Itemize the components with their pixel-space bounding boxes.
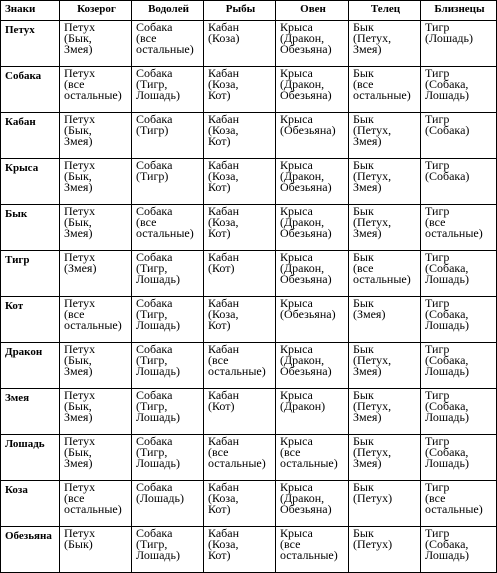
- table-cell: Собака (Тигр, Лошадь): [132, 343, 204, 389]
- table-cell: Тигр (Собака, Лошадь): [421, 251, 497, 297]
- table-cell: Петух (Бык, Змея): [60, 113, 132, 159]
- table-cell: Крыса (Дракон, Обезьяна): [276, 21, 349, 67]
- table-row: [1, 67, 497, 113]
- table-cell: Кабан (все остальные): [204, 435, 276, 481]
- row-sign-label: Дракон: [1, 343, 60, 389]
- header-taurus: Телец: [349, 1, 421, 21]
- table-row: [1, 113, 497, 159]
- row-sign-label: Собака: [1, 67, 60, 113]
- table-cell: Кабан (Коза): [204, 21, 276, 67]
- table-cell: Тигр (Собака, Лошадь): [421, 527, 497, 573]
- table-cell: Собака (Лошадь): [132, 481, 204, 527]
- table-cell: Крыса (Обезьяна): [276, 297, 349, 343]
- table-cell: Бык (все остальные): [349, 251, 421, 297]
- table-cell: Бык (Петух, Змея): [349, 21, 421, 67]
- table-row: [1, 297, 497, 343]
- header-signs: Знаки: [1, 1, 60, 21]
- table-cell: Петух (Бык, Змея): [60, 205, 132, 251]
- table-cell: Бык (Петух): [349, 527, 421, 573]
- table-cell: Бык (Петух, Змея): [349, 389, 421, 435]
- table-cell: Кабан (Коза, Кот): [204, 67, 276, 113]
- table-cell: Петух (Бык, Змея): [60, 159, 132, 205]
- table-cell: Петух (Бык, Змея): [60, 435, 132, 481]
- table-cell: Бык (Петух, Змея): [349, 205, 421, 251]
- table-cell: Бык (Петух, Змея): [349, 435, 421, 481]
- table-cell: Бык (Петух, Змея): [349, 159, 421, 205]
- table-cell: Тигр (все остальные): [421, 481, 497, 527]
- header-pisces: Рыбы: [204, 1, 276, 21]
- row-sign-label: Тигр: [1, 251, 60, 297]
- row-sign-label: Змея: [1, 389, 60, 435]
- table-cell: Кабан (Коза, Кот): [204, 527, 276, 573]
- table-cell: Тигр (Собака, Лошадь): [421, 297, 497, 343]
- table-cell: Собака (все остальные): [132, 205, 204, 251]
- table-cell: Петух (Бык, Змея): [60, 21, 132, 67]
- table-cell: Крыса (Обезьяна): [276, 113, 349, 159]
- table-cell: Собака (Тигр, Лошадь): [132, 67, 204, 113]
- table-cell: Петух (все остальные): [60, 297, 132, 343]
- row-sign-label: Обезьяна: [1, 527, 60, 573]
- table-cell: Собака (Тигр): [132, 113, 204, 159]
- table-row: [1, 527, 497, 573]
- table-cell: Бык (все остальные): [349, 67, 421, 113]
- row-sign-label: Петух: [1, 21, 60, 67]
- table-cell: Кабан (Коза, Кот): [204, 113, 276, 159]
- table-cell: Крыса (Дракон, Обезьяна): [276, 251, 349, 297]
- row-sign-label: Кот: [1, 297, 60, 343]
- table-cell: Собака (Тигр, Лошадь): [132, 435, 204, 481]
- row-sign-label: Бык: [1, 205, 60, 251]
- header-aries: Овен: [276, 1, 349, 21]
- table-cell: Кабан (Коза, Кот): [204, 481, 276, 527]
- table-cell: Тигр (Собака, Лошадь): [421, 343, 497, 389]
- table-row: [1, 343, 497, 389]
- table-cell: Собака (Тигр, Лошадь): [132, 251, 204, 297]
- table-cell: Собака (Тигр, Лошадь): [132, 389, 204, 435]
- table-cell: Тигр (Собака, Лошадь): [421, 389, 497, 435]
- table-cell: Тигр (все остальные): [421, 205, 497, 251]
- table-row: [1, 21, 497, 67]
- table-cell: Бык (Петух): [349, 481, 421, 527]
- row-sign-label: Коза: [1, 481, 60, 527]
- table-cell: Бык (Петух, Змея): [349, 113, 421, 159]
- table-cell: Крыса (Дракон, Обезьяна): [276, 343, 349, 389]
- table-cell: Тигр (Лошадь): [421, 21, 497, 67]
- table-row: [1, 159, 497, 205]
- header-gemini: Близнецы: [421, 1, 497, 21]
- table-cell: Крыса (все остальные): [276, 435, 349, 481]
- table-cell: Петух (все остальные): [60, 67, 132, 113]
- table-cell: Крыса (Дракон, Обезьяна): [276, 481, 349, 527]
- table-cell: Кабан (Кот): [204, 251, 276, 297]
- table-cell: Бык (Петух, Змея): [349, 343, 421, 389]
- table-cell: Кабан (Коза, Кот): [204, 297, 276, 343]
- table-cell: Собака (Тигр, Лошадь): [132, 527, 204, 573]
- table-cell: Крыса (Дракон): [276, 389, 349, 435]
- table-cell: Бык (Змея): [349, 297, 421, 343]
- table-body: [1, 21, 497, 573]
- table-row: [1, 389, 497, 435]
- table-cell: Кабан (Коза, Кот): [204, 159, 276, 205]
- table-cell: Петух (Бык): [60, 527, 132, 573]
- table-row: [1, 435, 497, 481]
- table-cell: Кабан (все остальные): [204, 343, 276, 389]
- row-sign-label: Крыса: [1, 159, 60, 205]
- table-cell: Собака (все остальные): [132, 21, 204, 67]
- row-sign-label: Лошадь: [1, 435, 60, 481]
- table-cell: Тигр (Собака): [421, 113, 497, 159]
- table-cell: Кабан (Кот): [204, 389, 276, 435]
- table-cell: Крыса (все остальные): [276, 527, 349, 573]
- table-cell: Собака (Тигр, Лошадь): [132, 297, 204, 343]
- table-cell: Петух (Бык, Змея): [60, 343, 132, 389]
- table-cell: Кабан (Коза, Кот): [204, 205, 276, 251]
- header-capricorn: Козерог: [60, 1, 132, 21]
- table-row: [1, 251, 497, 297]
- table-cell: Крыса (Дракон, Обезьяна): [276, 159, 349, 205]
- table-cell: Петух (все остальные): [60, 481, 132, 527]
- table-row: [1, 481, 497, 527]
- table-cell: Тигр (Собака, Лошадь): [421, 67, 497, 113]
- table-cell: Собака (Тигр): [132, 159, 204, 205]
- table-cell: Тигр (Собака): [421, 159, 497, 205]
- row-sign-label: Кабан: [1, 113, 60, 159]
- table-cell: Крыса (Дракон, Обезьяна): [276, 205, 349, 251]
- table-cell: Тигр (Собака, Лошадь): [421, 435, 497, 481]
- table-cell: Крыса (Дракон, Обезьяна): [276, 67, 349, 113]
- table-row: [1, 205, 497, 251]
- header-row: [1, 1, 497, 21]
- table-cell: Петух (Бык, Змея): [60, 389, 132, 435]
- header-aquarius: Водолей: [132, 1, 204, 21]
- table-cell: Петух (Змея): [60, 251, 132, 297]
